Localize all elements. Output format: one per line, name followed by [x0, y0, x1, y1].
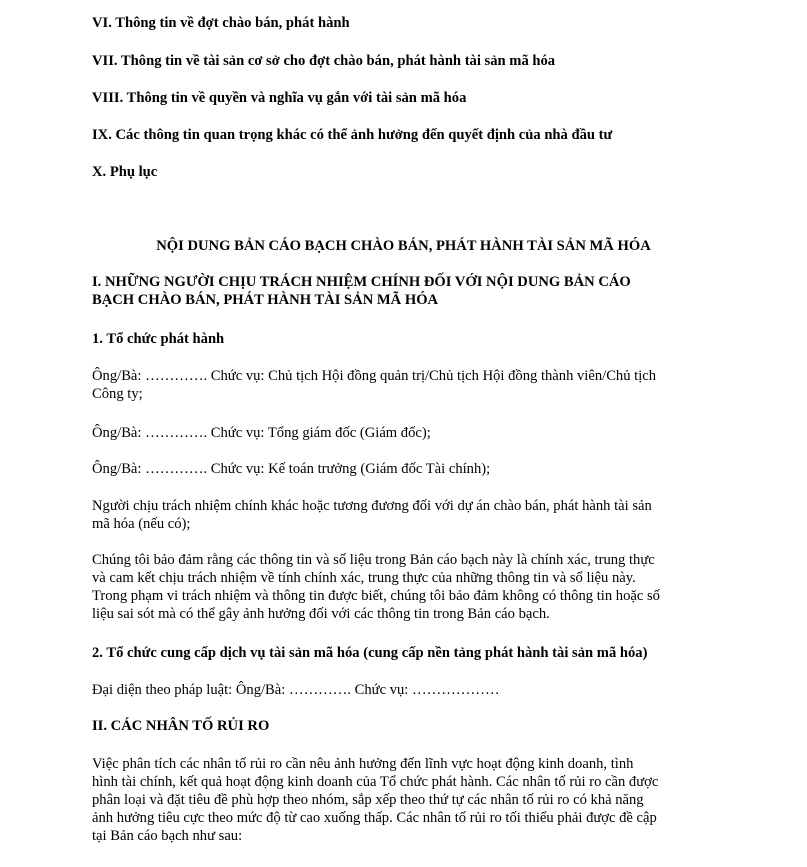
main-title: NỘI DUNG BẢN CÁO BẠCH CHÀO BÁN, PHÁT HÀNH TÀI SẢN MÃ HÓA — [156, 238, 651, 254]
other-responsible-persons — [92, 497, 722, 533]
paragraph-line: liệu sai sót mà có thể gây ảnh hưởng đối với các thông tin trong Bản cáo bạch. — [92, 606, 550, 622]
legal-representative: Đại diện theo pháp luật: Ông/Bà: …………. Chức vụ: ……………… — [92, 682, 500, 698]
paragraph-line: Công ty; — [92, 386, 143, 402]
paragraph-line: phân loại và đặt tiêu đề phù hợp theo nhóm, sắp xếp theo thứ tự các nhân tố rủi ro có khả năng — [92, 792, 644, 808]
toc-item-vi: VI. Thông tin về đợt chào bán, phát hành — [92, 15, 350, 31]
paragraph-line: Việc phân tích các nhân tố rủi ro cần nêu ảnh hưởng đến lĩnh vực hoạt động kinh doanh, tình — [92, 756, 634, 772]
toc-item-ix: IX. Các thông tin quan trọng khác có thể ảnh hưởng đến quyết định của nhà đầu tư — [92, 127, 613, 143]
paragraph-line: Trong phạm vi trách nhiệm và thông tin được biết, chúng tôi bảo đảm không có thông tin hoặc số — [92, 588, 660, 604]
paragraph-line: tại Bản cáo bạch như sau: — [92, 828, 243, 844]
person-chairman — [92, 367, 722, 403]
paragraph-line: mã hóa (nếu có); — [92, 516, 191, 532]
paragraph-line: Ông/Bà: …………. Chức vụ: Chủ tịch Hội đồng quản trị/Chủ tịch Hội đồng thành viên/Chủ tịch — [92, 368, 657, 384]
paragraph-line: Người chịu trách nhiệm chính khác hoặc tương đương đối với dự án chào bán, phát hành tài sản — [92, 498, 652, 514]
paragraph-line: ảnh hưởng tiêu cực theo mức độ từ cao xuống thấp. Các nhân tố rủi ro tối thiểu phải được đề cập — [92, 810, 657, 826]
person-director: Ông/Bà: …………. Chức vụ: Tổng giám đốc (Giám đốc); — [92, 425, 431, 441]
risk-factors-paragraph — [92, 755, 722, 845]
commitment-paragraph — [92, 551, 722, 623]
toc-item-vii: VII. Thông tin về tài sản cơ sở cho đợt chào bán, phát hành tài sản mã hóa — [92, 53, 556, 69]
section-2-heading: II. CÁC NHÂN TỐ RỦI RO — [92, 718, 270, 734]
section-1-heading-line: I. NHỮNG NGƯỜI CHỊU TRÁCH NHIỆM CHÍNH ĐỐI VỚI NỘI DUNG BẢN CÁO — [92, 274, 631, 290]
paragraph-line: Chúng tôi bảo đảm rằng các thông tin và số liệu trong Bản cáo bạch này là chính xác, trung thực — [92, 552, 655, 568]
toc-item-viii: VIII. Thông tin về quyền và nghĩa vụ gắn với tài sản mã hóa — [92, 90, 467, 106]
paragraph-line: hình tài chính, kết quả hoạt động kinh doanh của Tổ chức phát hành. Các nhân tố rủi ro cần được — [92, 774, 659, 790]
paragraph-line: và cam kết chịu trách nhiệm về tính chính xác, trung thực của những thông tin và số liệu này. — [92, 570, 636, 586]
subsection-2-title: 2. Tổ chức cung cấp dịch vụ tài sản mã hóa (cung cấp nền tảng phát hành tài sản mã hóa) — [92, 645, 648, 661]
section-1-heading-line: BẠCH CHÀO BÁN, PHÁT HÀNH TÀI SẢN MÃ HÓA — [92, 292, 439, 308]
subsection-1-title: 1. Tổ chức phát hành — [92, 331, 225, 347]
person-chief-accountant: Ông/Bà: …………. Chức vụ: Kế toán trưởng (Giám đốc Tài chính); — [92, 461, 491, 477]
toc-item-x: X. Phụ lục — [92, 164, 158, 180]
section-1-heading — [92, 273, 732, 309]
